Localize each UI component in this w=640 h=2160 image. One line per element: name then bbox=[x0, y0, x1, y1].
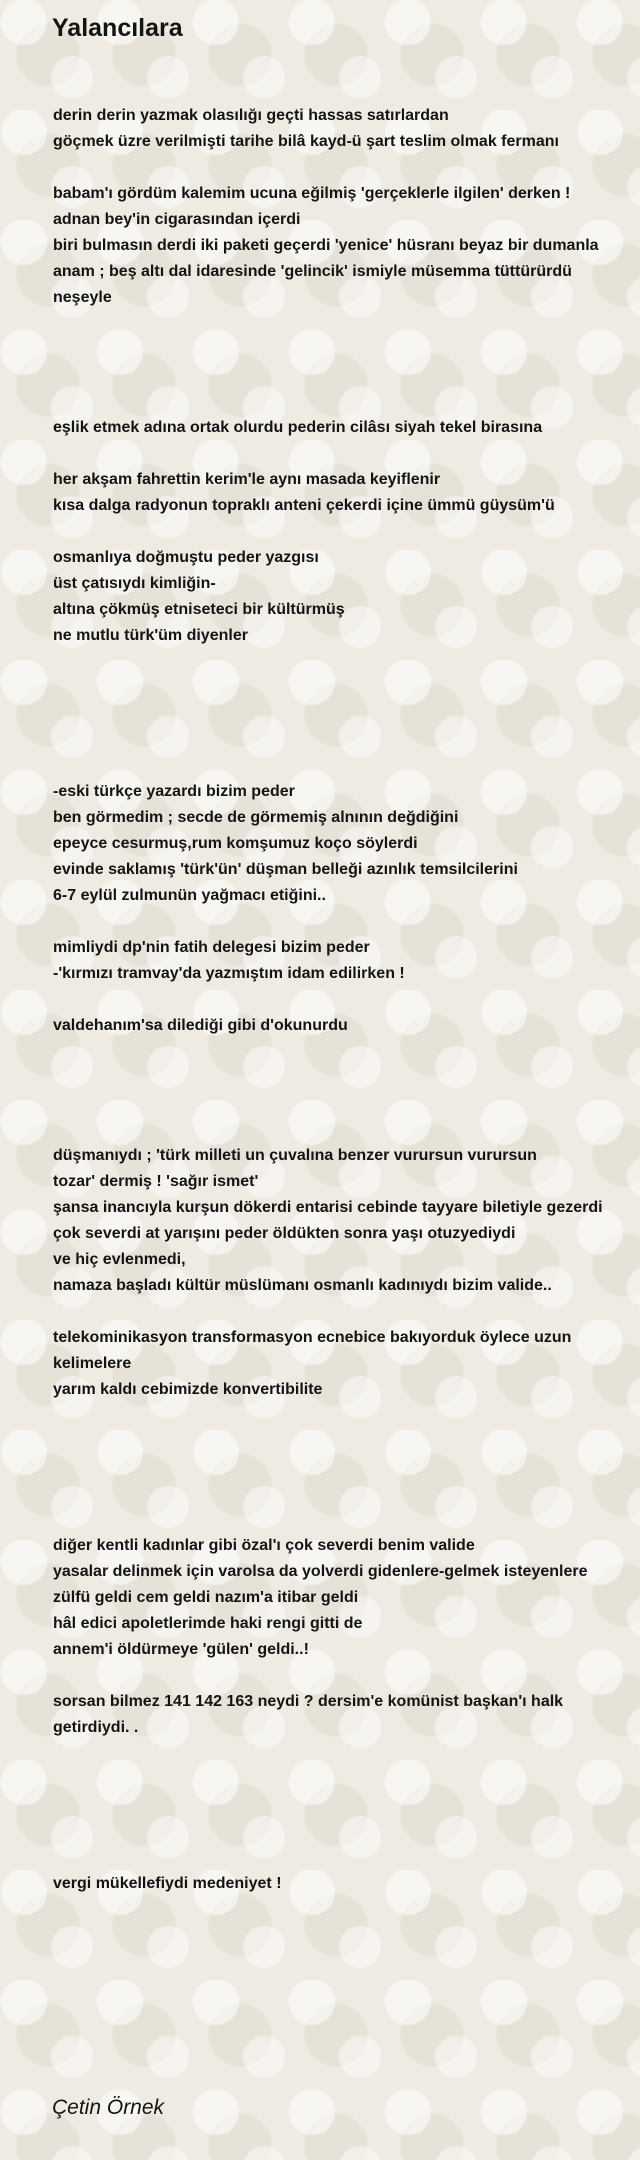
poem-line: -eski türkçe yazardı bizim peder bbox=[53, 783, 295, 800]
poem-line: göçmek üzre verilmişti tarihe bilâ kayd-ü şart teslim olmak fermanı bbox=[53, 133, 559, 150]
poem-line: osmanlıya doğmuştu peder yazgısı bbox=[53, 549, 319, 566]
poem-line: sorsan bilmez 141 142 163 neydi ? dersim'e komünist başkan'ı halk bbox=[53, 1693, 564, 1710]
stanza-gap bbox=[53, 1507, 613, 1533]
poem-line: vergi mükellefiydi medeniyet ! bbox=[53, 1875, 282, 1892]
poem-line: altına çökmüş etniseteci bir kültürmüş bbox=[53, 601, 345, 618]
poem-line: çok severdi at yarışını peder öldükten sonra yaşı otuzyediydi bbox=[53, 1225, 516, 1242]
poem-line: neşeyle bbox=[53, 289, 112, 306]
poem-line: derin derin yazmak olasılığı geçti hassas satırlardan bbox=[53, 107, 449, 124]
poem-line: ben görmedim ; secde de görmemiş alnının değdiğini bbox=[53, 809, 459, 826]
stanza-gap bbox=[53, 1793, 613, 1819]
poem-line: namaza başladı kültür müslümanı osmanlı kadınıydı bizim valide.. bbox=[53, 1277, 552, 1294]
stanza-gap bbox=[53, 311, 613, 337]
stanza-gap bbox=[53, 1845, 613, 1871]
stanza-gap bbox=[53, 675, 613, 701]
stanza-gap bbox=[53, 1039, 613, 1065]
poem-line: mimliydi dp'nin fatih delegesi bizim peder bbox=[53, 939, 370, 956]
poem-line: kısa dalga radyonun topraklı anteni çekerdi içine ümmü güysüm'ü bbox=[53, 497, 555, 514]
stanza-gap bbox=[53, 727, 613, 753]
poem-body bbox=[53, 103, 613, 1897]
poem-line: valdehanım'sa dilediği gibi d'okunurdu bbox=[53, 1017, 348, 1034]
stanza-gap bbox=[53, 1299, 613, 1325]
poem-line: 6-7 eylül zulmunün yağmacı etiğini.. bbox=[53, 887, 326, 904]
poem-author: Çetin Örnek bbox=[52, 2096, 165, 2119]
poem-line: -'kırmızı tramvay'da yazmıştım idam edilirken ! bbox=[53, 965, 405, 982]
stanza-gap bbox=[53, 519, 613, 545]
poem-line: evinde saklamış 'türk'ün' düşman belleği azınlık temsilcilerini bbox=[53, 861, 518, 878]
poem-line: getirdiydi. . bbox=[53, 1719, 139, 1736]
stanza-gap bbox=[53, 1091, 613, 1117]
poem-line: diğer kentli kadınlar gibi özal'ı çok severdi benim valide bbox=[53, 1537, 475, 1554]
stanza-gap bbox=[53, 1819, 613, 1845]
poem-line: ne mutlu türk'üm diyenler bbox=[53, 627, 248, 644]
stanza-gap bbox=[53, 441, 613, 467]
poem-line: babam'ı gördüm kalemim ucuna eğilmiş 'gerçeklerle ilgilen' derken ! bbox=[53, 185, 571, 202]
stanza-gap bbox=[53, 1429, 613, 1455]
poem-line: ve hiç evlenmedi, bbox=[53, 1251, 186, 1268]
stanza-gap bbox=[53, 701, 613, 727]
poem-line: zülfü geldi cem geldi nazım'a itibar geldi bbox=[53, 1589, 359, 1606]
poem-line: üst çatısıydı kimliğin- bbox=[53, 575, 216, 592]
stanza-gap bbox=[53, 1663, 613, 1689]
stanza-gap bbox=[53, 753, 613, 779]
stanza-gap bbox=[53, 1455, 613, 1481]
poem-line: yarım kaldı cebimizde konvertibilite bbox=[53, 1381, 323, 1398]
poem-line: annem'i öldürmeye 'gülen' geldi..! bbox=[53, 1641, 309, 1658]
poem-line: tozar' dermiş ! 'sağır ismet' bbox=[53, 1173, 259, 1190]
poem-line: epeyce cesurmuş,rum komşumuz koço söylerdi bbox=[53, 835, 418, 852]
poem-line: şansa inancıyla kurşun dökerdi entarisi cebinde tayyare biletiyle gezerdi bbox=[53, 1199, 603, 1216]
stanza-gap bbox=[53, 1767, 613, 1793]
stanza-gap bbox=[53, 389, 613, 415]
poem-line: kelimelere bbox=[53, 1355, 132, 1372]
stanza-gap bbox=[53, 1065, 613, 1091]
poem-line: yasalar delinmek için varolsa da yolverdi gidenlere-gelmek isteyenlere bbox=[53, 1563, 588, 1580]
poem-line: biri bulmasın derdi iki paketi geçerdi 'yenice' hüsranı beyaz bir dumanla bbox=[53, 237, 599, 254]
poem-line: düşmanıydı ; 'türk milleti un çuvalına benzer vurursun vurursun bbox=[53, 1147, 537, 1164]
poem-title: Yalancılara bbox=[52, 14, 183, 42]
poem-line: eşlik etmek adına ortak olurdu pederin cilâsı siyah tekel birasına bbox=[53, 419, 543, 436]
stanza-gap bbox=[53, 363, 613, 389]
poem-line: hâl edici apoletlerimde haki rengi gitti de bbox=[53, 1615, 363, 1632]
poem-line: anam ; beş altı dal idaresinde 'gelincik' ismiyle müsemma tüttürürdü bbox=[53, 263, 572, 280]
stanza-gap bbox=[53, 649, 613, 675]
stanza-gap bbox=[53, 909, 613, 935]
stanza-gap bbox=[53, 155, 613, 181]
stanza-gap bbox=[53, 1481, 613, 1507]
stanza-gap bbox=[53, 337, 613, 363]
stanza-gap bbox=[53, 987, 613, 1013]
poem-line: adnan bey'in cigarasından içerdi bbox=[53, 211, 301, 228]
stanza-gap bbox=[53, 1117, 613, 1143]
stanza-gap bbox=[53, 1741, 613, 1767]
poem-line: her akşam fahrettin kerim'le aynı masada keyiflenir bbox=[53, 471, 441, 488]
poem-line: telekominikasyon transformasyon ecnebice bakıyorduk öylece uzun bbox=[53, 1329, 572, 1346]
stanza-gap bbox=[53, 1403, 613, 1429]
